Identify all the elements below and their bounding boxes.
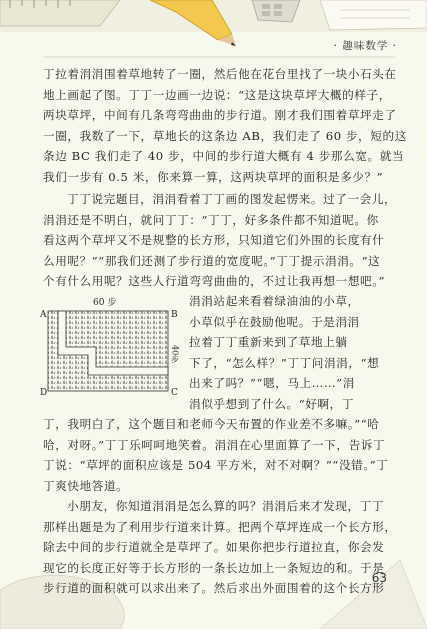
- text-line: 丁拉着涓涓围着草地转了一圈，然后他在花台里找了一块小石头在: [43, 67, 397, 81]
- text-line: 小朋友，你知道涓涓是怎么算的吗？涓涓后来才发现，丁丁: [67, 499, 385, 513]
- text-line: 下了，“怎么样？”丁丁问涓涓，“想: [189, 355, 380, 370]
- ruler-icon: [0, 0, 120, 26]
- section-header: · 趣味数学 ·: [333, 40, 397, 52]
- text-line: 个有什么用呢？这些人行道弯弯曲曲的，不过让我再想一想吧。”: [43, 274, 386, 288]
- paragraph-1: [43, 64, 407, 187]
- text-line: 小草似乎在鼓励他呢。于是涓涓: [189, 314, 360, 329]
- text-line: 么用呢？”“那我们还测了步行道的宽度呢。”丁丁提示涓涓。“这: [43, 253, 381, 268]
- paragraph-2: [43, 189, 397, 292]
- corner-d-label: D: [40, 388, 48, 398]
- text-line: 两块草坪，中间有几条弯弯曲曲的步行道。刚才我们围着草坪走了: [43, 108, 397, 122]
- text-line: 拉着丁丁重新来到了草地上躺: [189, 335, 348, 349]
- top-length-label: 60 步: [93, 298, 117, 308]
- text-line: 丁爽快地答道。: [43, 478, 129, 493]
- text-line: 出来了吗？”“嗯，马上……”涓: [189, 376, 355, 390]
- corner-b-label: B: [171, 310, 178, 320]
- text-line: 哈，对呀。”丁丁乐呵呵地笑着。涓涓在心里面算了一下，告诉丁: [43, 437, 386, 452]
- paper-card-icon: [320, 0, 427, 30]
- paragraph-4: [43, 496, 397, 599]
- page-number: 63: [371, 571, 387, 585]
- text-line: 一圈，我数了一下，草地长的这条边 AB，我们走了 60 步，短的这: [43, 128, 407, 143]
- calculator-icon: [252, 0, 300, 22]
- text-line: 地上画起了图。丁丁一边画一边说：“这是这块草坪大概的样子，: [43, 87, 391, 102]
- text-line: 丁说：“草坪的面积应该是 504 平方米，对不对啊？”“没错。”丁: [43, 458, 389, 472]
- text-line: 看这两个草坪又不是规整的长方形，只知道它们外围的长度有什: [43, 233, 385, 247]
- text-line: 我们一步有 0.5 米，你来算一算，这两块草坪的面积是多少？”: [43, 169, 384, 184]
- corner-a-label: A: [40, 310, 47, 320]
- text-line: 现它的长度正好等于长方形的一条长边加上一条短边的和。于是: [43, 560, 385, 575]
- text-line: 涓涓站起来看着绿油油的小草，: [189, 294, 360, 308]
- text-line: 条边 BC 我们走了 40 步，中间的步行道大概有 4 步那么宽。就当: [43, 149, 405, 163]
- text-line: 涓似乎想到了什么。“好啊，丁: [189, 396, 355, 411]
- corner-c-label: C: [171, 388, 178, 398]
- lawn-diagram: [38, 295, 183, 405]
- text-line: 丁丁说完题目，涓涓看着丁丁画的图发起愣来。过了一会儿，: [67, 192, 397, 206]
- right-length-label: 40步: [170, 345, 180, 364]
- text-line: 除去中间的步行道就全是草坪了。如果你把步行道拉直，你会发: [43, 540, 385, 554]
- text-line: 步行道的面积就可以求出来了。然后求出外面围着的这个长方形: [43, 581, 385, 595]
- text-line: 涓涓还是不明白，就问丁丁：“丁丁，好多条件都不知道呢。你: [43, 212, 379, 227]
- paragraph-3: [43, 414, 393, 496]
- paragraph-3-side: [189, 291, 394, 414]
- text-line: 那样出题是为了利用步行道来计算。把两个草坪连成一个长方形，: [43, 519, 397, 534]
- text-line: 丁，我明白了，这个题目和老师今天布置的作业差不多嘛。”“哈: [43, 417, 380, 431]
